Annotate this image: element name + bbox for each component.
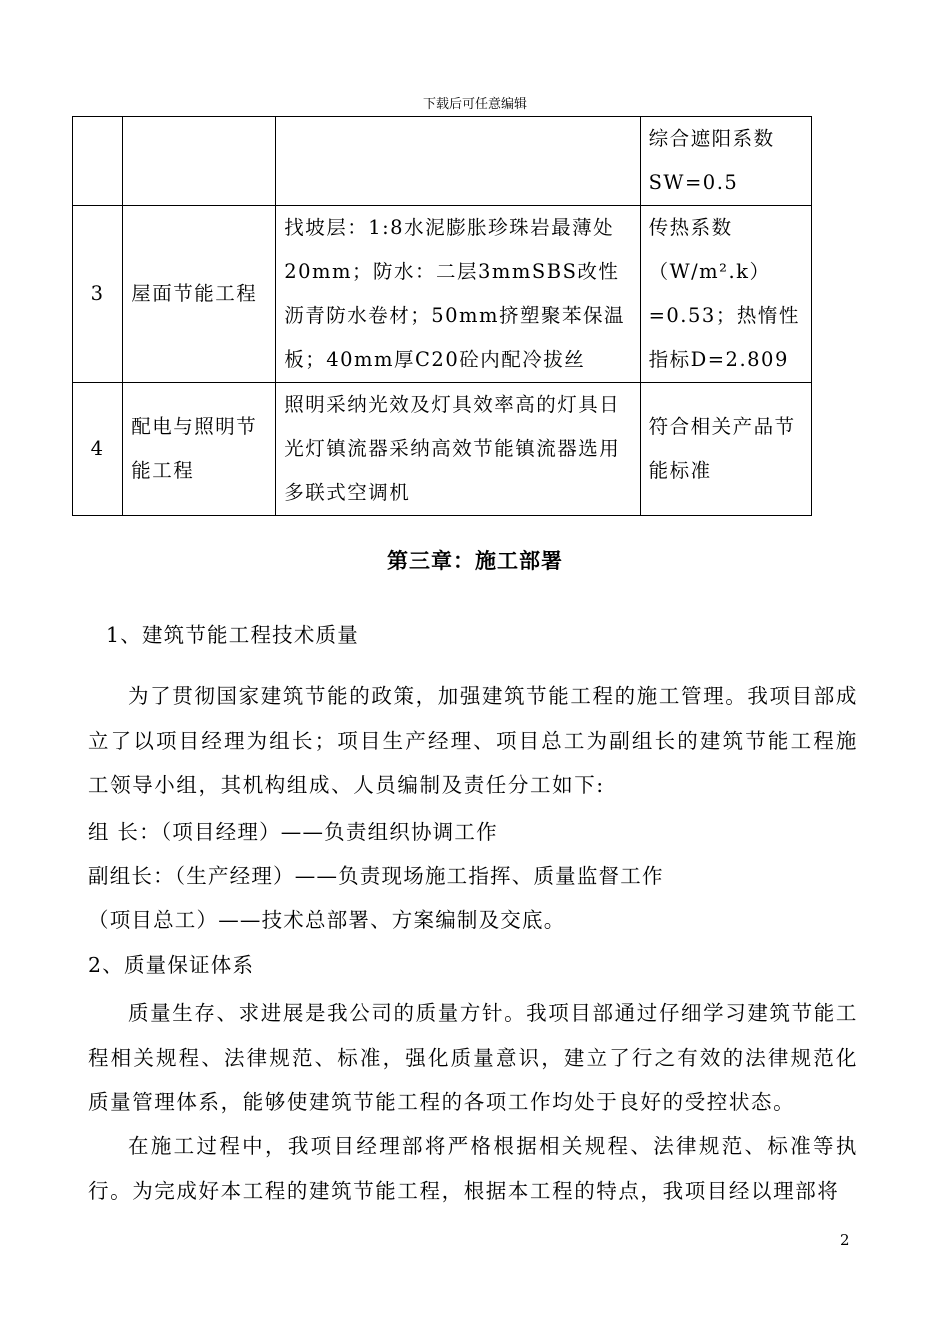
- table-cell-indicator: 符合相关产品节能标准: [640, 383, 811, 516]
- line-deputy: 副组长：（生产经理）——负责现场施工指挥、质量监督工作: [88, 864, 664, 888]
- chapter-title: 第三章：施工部署: [387, 548, 563, 573]
- table-cell-indicator: 传热系数（W/m².k）=0.53；热惰性指标D=2.809: [640, 206, 811, 383]
- section-heading-2: 2、质量保证体系: [88, 953, 255, 977]
- table-cell-measures: 找坡层：1:8水泥膨胀珍珠岩最薄处20mm；防水：二层3mmSBS改性沥青防水卷材；50mm挤塑聚苯保温板；40mm厚C20砼内配冷拔丝: [276, 206, 640, 383]
- table-cell-num: [73, 117, 123, 206]
- table-row: [73, 383, 812, 516]
- table-row: [73, 206, 812, 383]
- table-cell-item: [123, 117, 276, 206]
- page-number: 2: [840, 1231, 850, 1249]
- table-cell-item: 配电与照明节能工程: [123, 383, 276, 516]
- line-leader: 组 长：（项目经理）——负责组织协调工作: [88, 820, 498, 844]
- table-row: [73, 117, 812, 206]
- table-cell-measures: [276, 117, 640, 206]
- table-cell-item: 屋面节能工程: [123, 206, 276, 383]
- table-cell-num: 3: [73, 206, 123, 383]
- energy-saving-table: [72, 116, 812, 516]
- section-heading-1: 1、建筑节能工程技术质量: [106, 623, 359, 647]
- table-cell-measures: 照明采纳光效及灯具效率高的灯具日光灯镇流器采纳高效节能镇流器选用多联式空调机: [276, 383, 640, 516]
- section2-paragraph-2: 在施工过程中，我项目经理部将严格根据相关规程、法律规范、标准等执行。为完成好本工程的建筑节能工程，根据本工程的特点，我项目经以理部将: [88, 1134, 858, 1203]
- section2-paragraph-1: 质量生存、求进展是我公司的质量方针。我项目部通过仔细学习建筑节能工程相关规程、法律规范、标准，强化质量意识，建立了行之有效的法律规范化质量管理体系，能够使建筑节能工程的各项工作均处于良好的受控状态。: [88, 1001, 858, 1114]
- page-header: 下载后可任意编辑: [422, 97, 527, 112]
- table-cell-num: 4: [73, 383, 123, 516]
- section1-paragraph: 为了贯彻国家建筑节能的政策，加强建筑节能工程的施工管理。我项目部成立了以项目经理为组长；项目生产经理、项目总工为副组长的建筑节能工程施工领导小组，其机构组成、人员编制及责任分工如下:: [88, 684, 858, 797]
- table-cell-indicator: 综合遮阳系数SW=0.5: [640, 117, 811, 206]
- line-chief: （项目总工）——技术总部署、方案编制及交底。: [88, 908, 566, 932]
